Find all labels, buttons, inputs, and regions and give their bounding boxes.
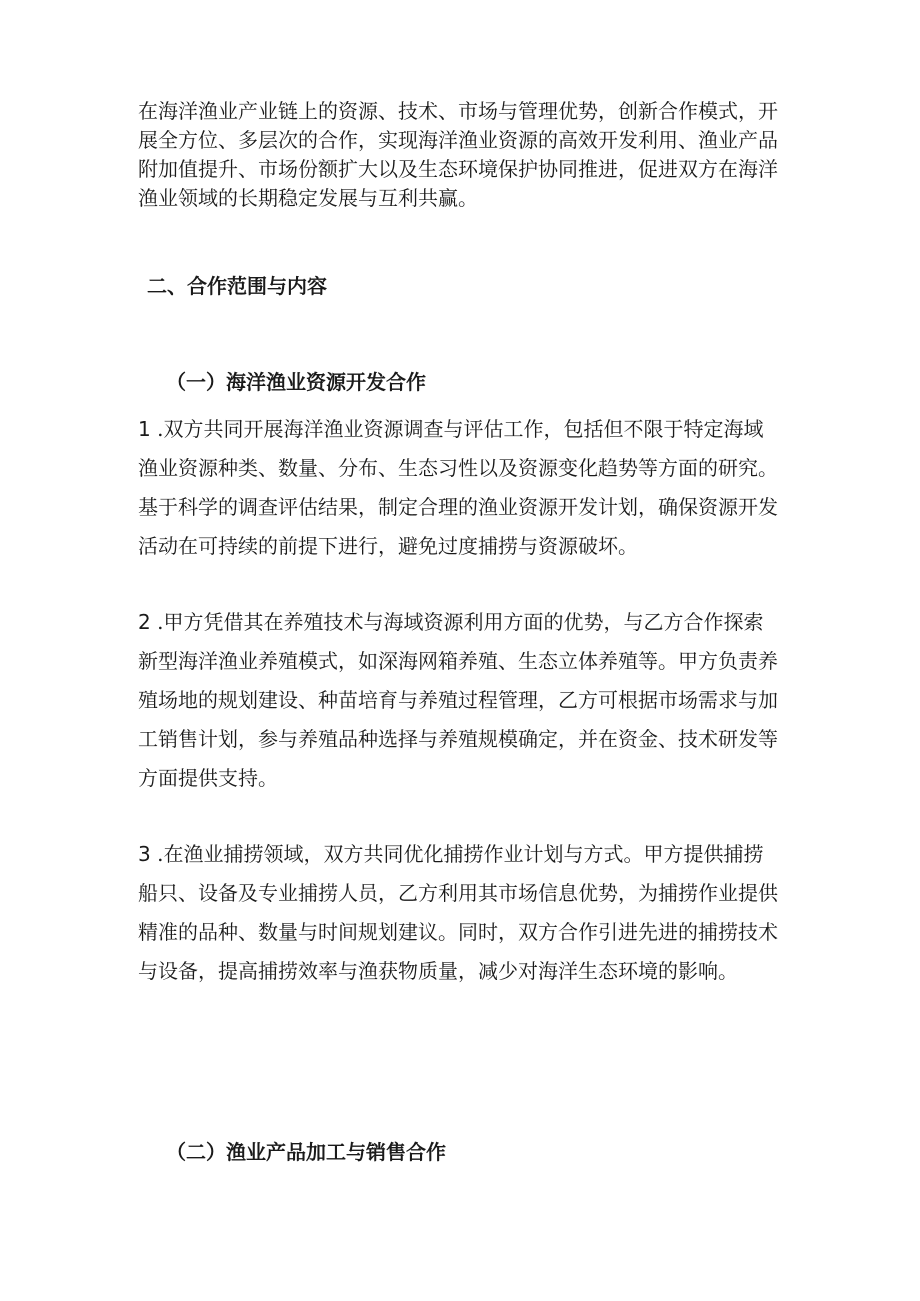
item-text: .在渔业捕捞领域，双方共同优化捕捞作业计划与方式。甲方提供捕捞船只、设备及专业捕捞人员，乙方利用其市场信息优势，为捕捞作业提供精准的品种、数量与时间规划建议。同时，双方合作引进先进的捕捞技术与设备，提高捕捞效率与渔获物质量，减少对海洋生态环境的影响。 xyxy=(138,842,778,983)
item-text: .甲方凭借其在养殖技术与海域资源利用方面的优势，与乙方合作探索新型海洋渔业养殖模式，如深海网箱养殖、生态立体养殖等。甲方负责养殖场地的规划建设、种苗培育与养殖过程管理，乙方可根据市场需求与加工销售计划，参与养殖品种选择与养殖规模确定，并在资金、技术研发等方面提供支持。 xyxy=(138,610,778,790)
list-item xyxy=(138,410,778,566)
item-text: .双方共同开展海洋渔业资源调查与评估工作，包括但不限于特定海域渔业资源种类、数量、分布、生态习性以及资源变化趋势等方面的研究。基于科学的调查评估结果，制定合理的渔业资源开发计划，确保资源开发活动在可持续的前提下进行，避免过度捕捞与资源破坏。 xyxy=(138,417,778,558)
item-number: 3 xyxy=(138,842,151,866)
item-number: 2 xyxy=(138,610,151,634)
subsection-heading-processing-sales: （二）渔业产品加工与销售合作 xyxy=(166,1140,446,1164)
list-item xyxy=(138,603,778,798)
item-number: 1 xyxy=(138,417,151,441)
intro-paragraph: 在海洋渔业产业链上的资源、技术、市场与管理优势，创新合作模式，开展全方位、多层次的合作，实现海洋渔业资源的高效开发利用、渔业产品附加值提升、市场份额扩大以及生态环境保护协同推进，促进双方在海洋渔业领域的长期稳定发展与互利共赢。 xyxy=(138,99,778,210)
list-item xyxy=(138,835,778,991)
section-heading: 二、合作范围与内容 xyxy=(147,274,327,298)
subsection-heading-resource-development: （一）海洋渔业资源开发合作 xyxy=(166,370,426,394)
